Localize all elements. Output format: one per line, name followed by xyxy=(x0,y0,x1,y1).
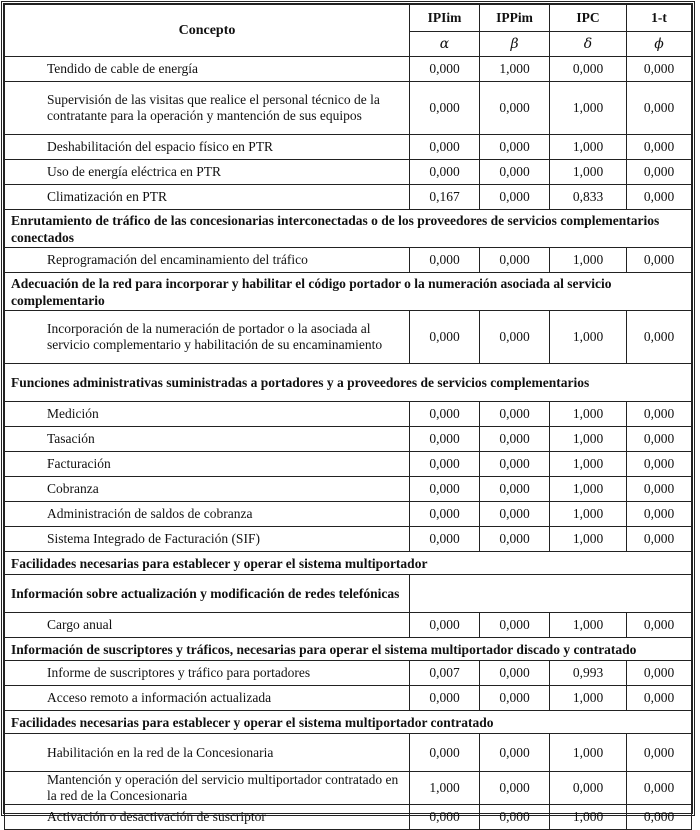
delta-value: 1,000 xyxy=(550,686,627,711)
delta-value: 0,833 xyxy=(550,185,627,210)
delta-value: 1,000 xyxy=(550,248,627,273)
table-row xyxy=(5,160,692,185)
delta-value: 1,000 xyxy=(550,427,627,452)
alpha-value: 0,167 xyxy=(410,185,480,210)
delta-value: 1,000 xyxy=(550,82,627,135)
empty-cell xyxy=(410,575,692,613)
beta-value: 0,000 xyxy=(480,452,550,477)
beta-value: 0,000 xyxy=(480,686,550,711)
table-row xyxy=(5,311,692,364)
alpha-value: 0,007 xyxy=(410,661,480,686)
section-title: Funciones administrativas suministradas a portadores y a proveedores de servicios complementarios xyxy=(5,364,692,402)
phi-value: 0,000 xyxy=(627,427,692,452)
concept-cell: Tasación xyxy=(5,427,410,452)
symbol-beta: β xyxy=(480,32,550,57)
concept-cell: Habilitación en la red de la Concesionaria xyxy=(5,734,410,772)
phi-value: 0,000 xyxy=(627,772,692,805)
table-row xyxy=(5,686,692,711)
delta-value: 1,000 xyxy=(550,734,627,772)
symbol-alpha: α xyxy=(410,32,480,57)
alpha-value: 0,000 xyxy=(410,135,480,160)
section-header-row xyxy=(5,711,692,734)
table-row xyxy=(5,248,692,273)
alpha-value: 0,000 xyxy=(410,477,480,502)
alpha-value: 0,000 xyxy=(410,57,480,82)
alpha-value: 0,000 xyxy=(410,502,480,527)
subsection-header-row xyxy=(5,575,692,613)
delta-value: 1,000 xyxy=(550,613,627,638)
header-row-labels xyxy=(5,5,692,32)
beta-value: 0,000 xyxy=(480,427,550,452)
phi-value: 0,000 xyxy=(627,734,692,772)
table-row xyxy=(5,734,692,772)
concept-cell: Medición xyxy=(5,402,410,427)
concept-cell: Reprogramación del encaminamiento del tráfico xyxy=(5,248,410,273)
phi-value: 0,000 xyxy=(627,477,692,502)
phi-value: 0,000 xyxy=(627,613,692,638)
weights-table-container xyxy=(1,1,695,824)
alpha-value: 1,000 xyxy=(410,772,480,805)
alpha-value: 0,000 xyxy=(410,527,480,552)
beta-value: 0,000 xyxy=(480,734,550,772)
concept-cell: Acceso remoto a información actualizada xyxy=(5,686,410,711)
table-row xyxy=(5,805,692,830)
concept-cell: Cobranza xyxy=(5,477,410,502)
weights-table xyxy=(4,4,692,830)
beta-value: 0,000 xyxy=(480,477,550,502)
phi-value: 0,000 xyxy=(627,402,692,427)
phi-value: 0,000 xyxy=(627,686,692,711)
header-ippim: IPPim xyxy=(480,5,550,32)
alpha-value: 0,000 xyxy=(410,613,480,638)
beta-value: 1,000 xyxy=(480,57,550,82)
header-1-t: 1-t xyxy=(627,5,692,32)
alpha-value: 0,000 xyxy=(410,248,480,273)
concept-cell: Facturación xyxy=(5,452,410,477)
section-title: Adecuación de la red para incorporar y habilitar el código portador o la numeración asociada al servicio complementario xyxy=(5,273,692,311)
phi-value: 0,000 xyxy=(627,135,692,160)
section-title: Facilidades necesarias para establecer y operar el sistema multiportador contratado xyxy=(5,711,692,734)
phi-value: 0,000 xyxy=(627,311,692,364)
delta-value: 0,993 xyxy=(550,661,627,686)
table-row xyxy=(5,452,692,477)
symbol-delta: δ xyxy=(550,32,627,57)
table-row xyxy=(5,527,692,552)
phi-value: 0,000 xyxy=(627,527,692,552)
concept-cell: Tendido de cable de energía xyxy=(5,57,410,82)
delta-value: 0,000 xyxy=(550,57,627,82)
table-row xyxy=(5,502,692,527)
concept-cell: Incorporación de la numeración de portador o la asociada al servicio complementario y habilitación de su encaminamiento xyxy=(5,311,410,364)
concept-cell: Uso de energía eléctrica en PTR xyxy=(5,160,410,185)
header-ipc: IPC xyxy=(550,5,627,32)
table-row xyxy=(5,402,692,427)
section-header-row xyxy=(5,638,692,661)
beta-value: 0,000 xyxy=(480,805,550,830)
section-title: Información de suscriptores y tráficos, necesarias para operar el sistema multiportador discado y contratado xyxy=(5,638,692,661)
beta-value: 0,000 xyxy=(480,160,550,185)
concept-cell: Sistema Integrado de Facturación (SIF) xyxy=(5,527,410,552)
alpha-value: 0,000 xyxy=(410,402,480,427)
phi-value: 0,000 xyxy=(627,661,692,686)
delta-value: 1,000 xyxy=(550,402,627,427)
phi-value: 0,000 xyxy=(627,82,692,135)
delta-value: 1,000 xyxy=(550,502,627,527)
alpha-value: 0,000 xyxy=(410,160,480,185)
table-row xyxy=(5,772,692,805)
alpha-value: 0,000 xyxy=(410,734,480,772)
table-row xyxy=(5,57,692,82)
alpha-value: 0,000 xyxy=(410,82,480,135)
delta-value: 1,000 xyxy=(550,805,627,830)
beta-value: 0,000 xyxy=(480,135,550,160)
table-row xyxy=(5,185,692,210)
table-row xyxy=(5,613,692,638)
concept-cell: Supervisión de las visitas que realice el personal técnico de la contratante para la operación y mantención de sus equipos xyxy=(5,82,410,135)
header-concepto: Concepto xyxy=(5,5,410,57)
table-body xyxy=(5,57,692,830)
phi-value: 0,000 xyxy=(627,57,692,82)
alpha-value: 0,000 xyxy=(410,311,480,364)
beta-value: 0,000 xyxy=(480,661,550,686)
beta-value: 0,000 xyxy=(480,772,550,805)
header-ipiim: IPIim xyxy=(410,5,480,32)
beta-value: 0,000 xyxy=(480,402,550,427)
phi-value: 0,000 xyxy=(627,185,692,210)
concept-cell: Activación o desactivación de suscriptor xyxy=(5,805,410,830)
table-row xyxy=(5,82,692,135)
delta-value: 1,000 xyxy=(550,311,627,364)
beta-value: 0,000 xyxy=(480,502,550,527)
subsection-title: Información sobre actualización y modificación de redes telefónicas xyxy=(5,575,410,613)
section-header-row xyxy=(5,552,692,575)
beta-value: 0,000 xyxy=(480,248,550,273)
section-header-row xyxy=(5,364,692,402)
alpha-value: 0,000 xyxy=(410,805,480,830)
phi-value: 0,000 xyxy=(627,160,692,185)
beta-value: 0,000 xyxy=(480,311,550,364)
delta-value: 0,000 xyxy=(550,772,627,805)
phi-value: 0,000 xyxy=(627,248,692,273)
phi-value: 0,000 xyxy=(627,452,692,477)
beta-value: 0,000 xyxy=(480,527,550,552)
delta-value: 1,000 xyxy=(550,135,627,160)
table-row xyxy=(5,135,692,160)
table-row xyxy=(5,427,692,452)
concept-cell: Climatización en PTR xyxy=(5,185,410,210)
table-row xyxy=(5,477,692,502)
concept-cell: Mantención y operación del servicio multiportador contratado en la red de la Concesionaria xyxy=(5,772,410,805)
section-header-row xyxy=(5,210,692,248)
symbol-phi: ϕ xyxy=(627,32,692,57)
phi-value: 0,000 xyxy=(627,805,692,830)
beta-value: 0,000 xyxy=(480,613,550,638)
alpha-value: 0,000 xyxy=(410,452,480,477)
section-title: Facilidades necesarias para establecer y operar el sistema multiportador xyxy=(5,552,692,575)
delta-value: 1,000 xyxy=(550,160,627,185)
delta-value: 1,000 xyxy=(550,477,627,502)
delta-value: 1,000 xyxy=(550,527,627,552)
delta-value: 1,000 xyxy=(550,452,627,477)
section-title: Enrutamiento de tráfico de las concesionarias interconectadas o de los proveedores de servicios complementarios conectados xyxy=(5,210,692,248)
concept-cell: Administración de saldos de cobranza xyxy=(5,502,410,527)
concept-cell: Cargo anual xyxy=(5,613,410,638)
alpha-value: 0,000 xyxy=(410,427,480,452)
section-header-row xyxy=(5,273,692,311)
phi-value: 0,000 xyxy=(627,502,692,527)
concept-cell: Deshabilitación del espacio físico en PTR xyxy=(5,135,410,160)
beta-value: 0,000 xyxy=(480,82,550,135)
beta-value: 0,000 xyxy=(480,185,550,210)
concept-cell: Informe de suscriptores y tráfico para portadores xyxy=(5,661,410,686)
table-row xyxy=(5,661,692,686)
alpha-value: 0,000 xyxy=(410,686,480,711)
